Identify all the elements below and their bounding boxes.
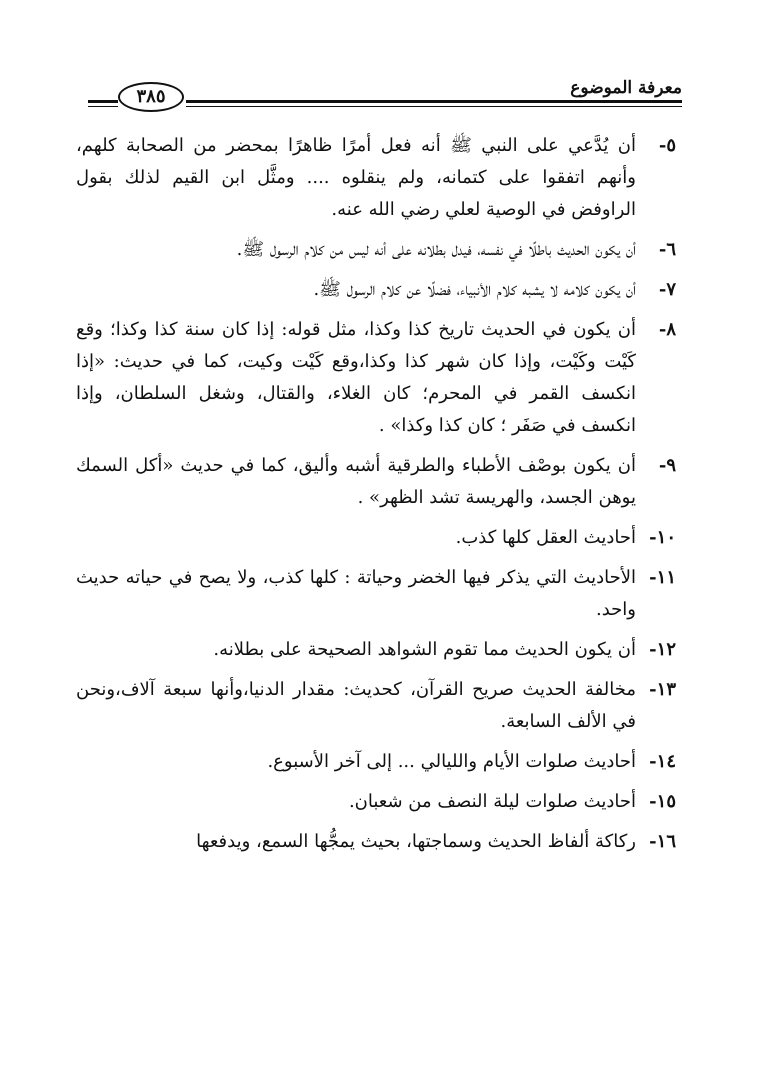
- list-item-8: [76, 314, 676, 442]
- list-item-16: [76, 826, 676, 858]
- list-item-11: [76, 562, 676, 626]
- item-text: أن يُدَّعي على النبي ﷺ أنه فعل أمرًا ظاهرًا بمحضر من الصحابة كلهم، وأنهم اتفقوا على كتمانه، ولم ينقلوه .... ومثَّل ابن القيم لذلك بقول الراوفض في الوصية لعلي رضي الله عنه.: [76, 135, 636, 220]
- list-item-12: [76, 634, 676, 666]
- item-text: أحاديث صلوات الأيام والليالي ... إلى آخر الأسبوع.: [267, 751, 636, 772]
- item-text: أحاديث صلوات ليلة النصف من شعبان.: [348, 791, 636, 812]
- item-text: مخالفة الحديث صريح القرآن، كحديث: مقدار الدنيا،وأنها سبعة آلاف،ونحن في الألف السابعة.: [76, 679, 636, 732]
- page-body: [76, 130, 676, 866]
- list-item-13: [76, 674, 676, 738]
- item-text: أن يكون الحديث باطلًا في نفسه، فيدل بطلانه على أنه ليس من كلام الرسول ﷺ.: [236, 239, 636, 260]
- page-header: [88, 78, 682, 118]
- list-item-10: [76, 522, 676, 554]
- running-title: معرفة الموضوع: [570, 78, 682, 98]
- header-rule-left: [88, 100, 118, 107]
- item-number: ٩-: [658, 455, 676, 476]
- item-number: ٥-: [658, 135, 676, 156]
- item-number: ١٥-: [649, 791, 676, 812]
- list-item-6: [76, 234, 676, 266]
- item-text: ركاكة ألفاظ الحديث وسماجتها، بحيث يمجُّها السمع، ويدفعها: [196, 831, 636, 852]
- list-item-5: [76, 130, 676, 226]
- list-item-9: [76, 450, 676, 514]
- item-text: أن يكون كلامه لا يشبه كلام الأنبياء، فضلًا عن كلام الرسول ﷺ.: [313, 279, 636, 300]
- item-number: ٦-: [658, 239, 676, 260]
- page-number: ٣٨٥: [118, 82, 184, 112]
- item-number: ١١-: [649, 567, 676, 588]
- item-text: الأحاديث التي يذكر فيها الخضر وحياتة : كلها كذب، ولا يصح في حياته حديث واحد.: [76, 567, 636, 620]
- item-number: ١٠-: [649, 527, 676, 548]
- item-text: أن يكون بوصْف الأطباء والطرقية أشبه وأليق، كما في حديث «أكل السمك يوهن الجسد، والهريسة تشد الظهر» .: [76, 455, 636, 508]
- item-number: ١٤-: [649, 751, 676, 772]
- header-rule: [186, 100, 682, 107]
- item-number: ١٣-: [649, 679, 676, 700]
- item-text: أحاديث العقل كلها كذب.: [455, 527, 636, 548]
- item-number: ١٦-: [649, 831, 676, 852]
- item-text: أن يكون في الحديث تاريخ كذا وكذا، مثل قوله: إذا كان سنة كذا وكذا؛ وقع كَيْت وكَيْت، وإذا كان شهر كذا وكذا،وقع كَيْت وكيت، كما في حديث: «إذا انكسف القمر في المحرم؛ كان الغلاء، والقتال، وشغل السلطان، وإذا انكسف في صَفَر ؛ كان كذا وكذا» .: [76, 319, 636, 436]
- list-item-7: [76, 274, 676, 306]
- item-number: ١٢-: [649, 639, 676, 660]
- list-item-14: [76, 746, 676, 778]
- item-number: ٨-: [658, 319, 676, 340]
- item-text: أن يكون الحديث مما تقوم الشواهد الصحيحة على بطلانه.: [213, 639, 636, 660]
- item-number: ٧-: [658, 279, 676, 300]
- list-item-15: [76, 786, 676, 818]
